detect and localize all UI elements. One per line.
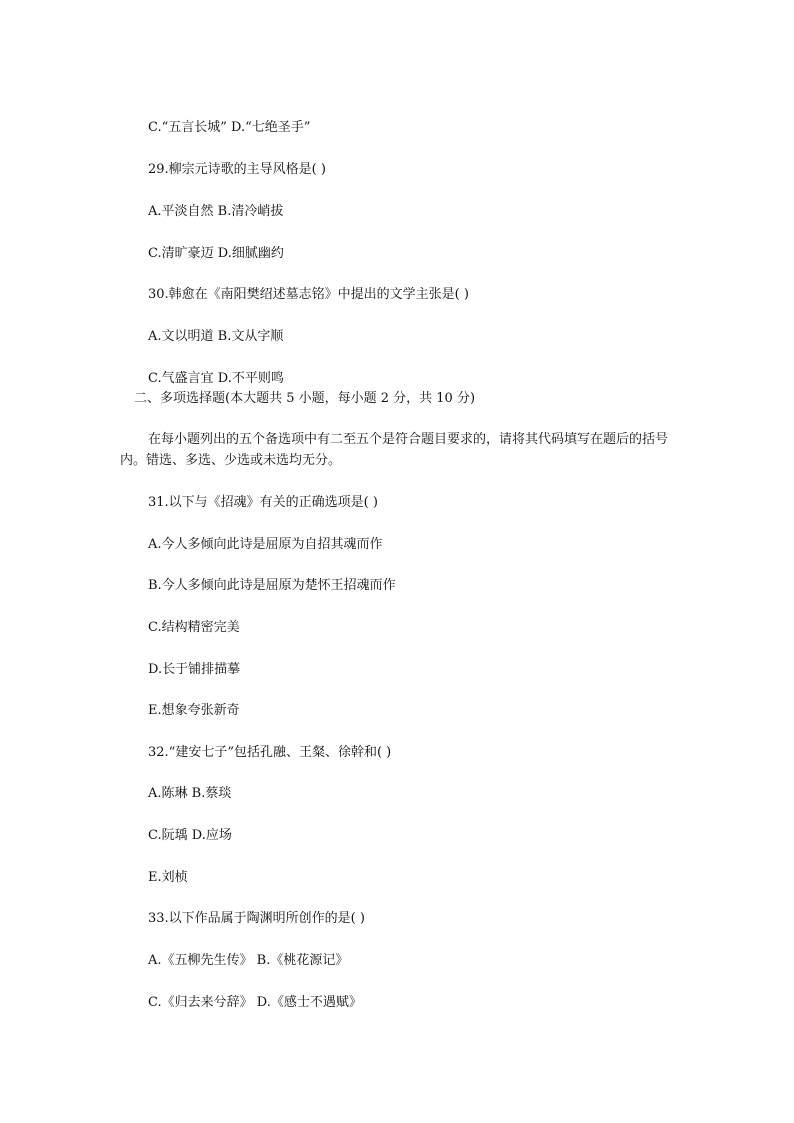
question-32: 32.“建安七子”包括孔融、王粲、徐幹和( ) [148, 745, 392, 760]
option-line-32-cd: C.阮瑀 D.应场 [148, 828, 232, 843]
option-31-a: A.今人多倾向此诗是屈原为自招其魂而作 [148, 537, 383, 552]
option-31-b: B.今人多倾向此诗是屈原为楚怀王招魂而作 [148, 578, 396, 593]
option-32-e: E.刘桢 [148, 870, 188, 885]
option-line-29-cd: C.清旷豪迈 D.细腻幽约 [148, 246, 284, 261]
question-31: 31.以下与《招魂》有关的正确选项是( ) [148, 495, 378, 510]
option-line-30-ab: A.文以明道 B.文从字顺 [148, 329, 284, 344]
question-30: 30.韩愈在《南阳樊绍述墓志铭》中提出的文学主张是( ) [148, 287, 469, 302]
option-31-e: E.想象夸张新奇 [148, 703, 240, 718]
option-line-33-ab: A.《五柳先生传》 B.《桃花源记》 [148, 953, 349, 968]
option-31-c: C.结构精密完美 [148, 620, 240, 635]
question-33: 33.以下作品属于陶渊明所创作的是( ) [148, 911, 365, 926]
option-line-32-ab: A.陈琳 B.蔡琰 [148, 786, 232, 801]
section-heading: 二、多项选择题(本大题共 5 小题，每小题 2 分，共 10 分) [134, 391, 476, 406]
option-line-28-cd: C.“五言长城” D.“七绝圣手” [148, 120, 311, 135]
option-line-33-cd: C.《归去来兮辞》 D.《感士不遇赋》 [148, 995, 362, 1010]
option-31-d: D.长于铺排描摹 [148, 662, 241, 677]
section-instructions: 在每小题列出的五个备选项中有二至五个是符合题目要求的，请将其代码填写在题后的括号内。错选、多选、少选或未选均无分。 [120, 432, 669, 468]
question-29: 29.柳宗元诗歌的主导风格是( ) [148, 162, 326, 177]
option-line-29-ab: A.平淡自然 B.清冷峭拔 [148, 204, 284, 219]
option-line-30-cd: C.气盛言宜 D.不平则鸣 [148, 371, 284, 386]
